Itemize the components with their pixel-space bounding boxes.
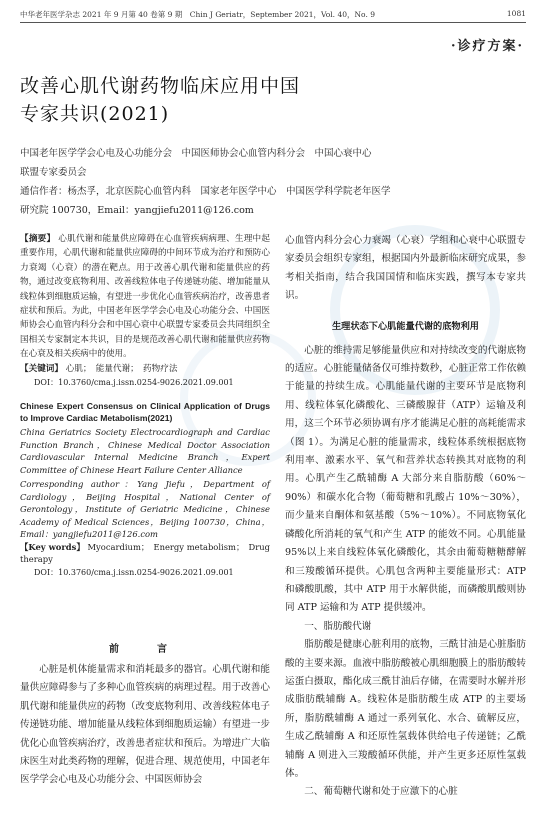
preface-heading: 前 言	[109, 644, 181, 655]
body-paragraph-2: 脂肪酸是健康心脏利用的底物，三酰甘油是心脏脂肪酸的主要来源。血液中脂肪酸被心肌细胞膜上的脂肪酸转运蛋白摄取，酯化成三酰甘油后存储，在需要时水解并形成脂肪酰辅酶 A。线粒体是脂肪酸生成 ATP 的主要场所，脂肪酰辅酶 A 通过一系列氧化、水合、硫解反应，生成乙酰辅酶 A 和还原性氢载体供给电子传递链；乙酰辅酶 A 则进入三羧酸循环供能，并产生更多还原性氢载体。	[285, 639, 526, 779]
title-line-1: 改善心肌代谢药物临床应用中国	[20, 75, 301, 97]
subsection-heading-2: 二、葡萄糖代谢和处于应激下的心脏	[304, 786, 458, 798]
title-line-2: 专家共识(2021)	[20, 103, 170, 125]
keywords-text: 心肌； 能量代谢； 药物疗法	[65, 363, 178, 374]
author-line-1: 中国老年医学学会心电及心功能分会 中国医师协会心血管内科分会 中国心衰中心	[20, 148, 372, 159]
abstract-column	[20, 232, 270, 580]
preface-paragraph: 心脏是机体能量需求和消耗最多的器官。心肌代谢和能量供应障碍参与了多种心血管疾病的病理过程。用于改善心肌代谢和能量供应的药物（改变底物利用、改善线粒体电子传递链功能、增加能量从线粒体到细胞质运输）有望进一步优化心血管疾病治疗，改善患者症状和预后。为增进广大临床医生对此类药物的理解，促进合理、规范使用，中国老年医学学会心电及心功能分会、中国医师协会	[20, 664, 270, 786]
author-block	[20, 144, 520, 220]
article-title	[20, 72, 440, 128]
abstract-label: 【摘要】	[20, 234, 56, 244]
subsection-heading-1: 一、脂肪酸代谢	[304, 620, 372, 632]
english-doi: DOI：10.3760/cma.j.issn.0254-9026.2021.09.001	[34, 567, 234, 577]
running-header	[20, 9, 526, 20]
body-paragraph-1: 心脏的维持需足够能量供应和对持续改变的代谢底物的适应。心脏能量储备仅可维持数秒，心脏正常工作依赖于能量的持续生成。心肌能量代谢的主要环节是底物利用、线粒体氧化磷酸化、三磷酸腺苷（ATP）运输及利用，这三个环节必须协调有序才能满足心脏的高耗能需求（图 1）。为满足心脏的能量需求，线粒体系统根据底物利用率、激素水平、氧气和营养状态转换其对底物的利用。心肌产生乙酰辅酶 A 大部分来自脂肪酸（60%～90%）和碳水化合物（葡萄糖和乳酸占 10%～30%），而少量来自酮体和氨基酸（5%～10%）。不同底物氧化磷酸化所消耗的氧气和产生 ATP 的能效不同。心肌能量 95%以上来自线粒体氧化磷酸化，其余由葡萄糖糖酵解和三羧酸循环提供。心肌包含两种主要能量形式：ATP 和磷酸肌酸，其中 ATP 用于水解供能，而磷酸肌酸则协同 ATP 运输和为 ATP 提供缓冲。	[285, 344, 526, 614]
right-column	[285, 232, 526, 802]
english-affiliations: China Geriatrics Society Electrocardiograph and Cardiac Function Branch，Chinese Medical Doctor Association Cardiovascular Internal Medicine Branch，Expert Committee of Chinese Heart Failure Center Alliance	[20, 427, 270, 475]
chinese-doi: DOI：10.3760/cma.j.issn.0254-9026.2021.09.001	[34, 378, 234, 388]
header-rule	[20, 22, 526, 23]
author-line-3: 通信作者：杨杰孚，北京医院心血管内科 国家老年医学中心 中国医学科学院老年医学	[20, 186, 391, 197]
english-title: Chinese Expert Consensus on Clinical Application of Drugs to Improve Cardiac Metabolism(2021)	[20, 401, 270, 424]
section-heading: 生理状态下心肌能量代谢的底物利用	[332, 320, 479, 331]
page-number: 1081	[506, 9, 526, 18]
english-corresponding: Corresponding author：Yang Jiefu，Department of Cardiology，Beijing Hospital，National Center of Gerontology，Institute of Geriatric Medicine，Chinese Academy of Medical Sciences，Beijing 100730，China，Email：yangjiefu2011@126.com	[20, 479, 270, 540]
section-tag: ·诊疗方案·	[450, 39, 524, 54]
running-header-text: 中华老年医学杂志 2021 年 9 月第 40 卷第 9 期 Chin J Geriatr，September 2021，Vol. 40，No. 9	[20, 10, 375, 19]
english-keywords	[20, 541, 270, 566]
right-continuation: 心血管内科分会心力衰竭（心衰）学组和心衰中心联盟专家委员会组织专家组，根据国内外最新临床研究成果，参考相关指南，结合我国国情和临床实践，撰写本专家共识。	[285, 235, 526, 302]
author-line-2: 联盟专家委员会	[20, 167, 87, 178]
chinese-keywords	[20, 362, 270, 376]
abstract-text: 心肌代谢和能量供应障碍在心血管疾病病理、生理中起重要作用，心肌代谢和能量供应障碍的中间环节成为治疗和预防心力衰竭（心衰）的潜在靶点。用于改善心肌代谢和能量供应的药物，通过改变底物利用、改善线粒体电子传递链功能、增加能量从线粒体到细胞质运输，有望进一步优化心血管疾病治疗，改善患者症状和预后。为此，中国老年医学学会心电及心功能分会、中国医师协会心血管内科分会和中国心衰中心联盟专家委员会共同组织全国相关专家制定本共识，目的是规范改善心肌代谢和能量供应药物在心衰及相关疾病中的使用。	[20, 234, 270, 360]
chinese-abstract	[20, 232, 270, 362]
keywords-label: 【关键词】	[20, 363, 63, 374]
preface-section	[20, 640, 270, 790]
english-keywords-text: Myocardium； Energy metabolism； Drug therapy	[20, 541, 270, 565]
author-line-4: 研究院 100730，Email：yangjiefu2011@126.com	[20, 205, 254, 216]
english-keywords-label: 【Key words】	[20, 541, 85, 552]
